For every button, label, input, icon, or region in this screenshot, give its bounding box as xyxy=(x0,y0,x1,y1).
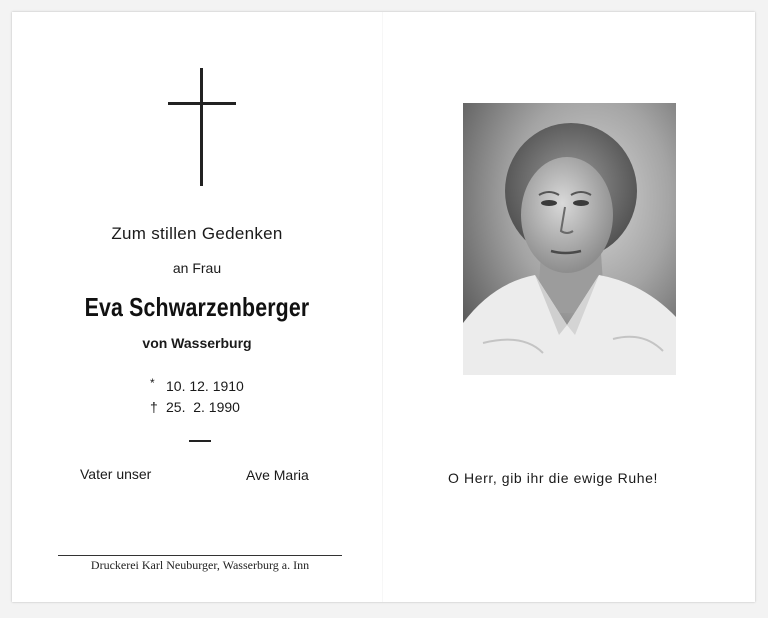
cross-icon xyxy=(168,68,236,188)
address-line: an Frau xyxy=(172,260,222,276)
birth-row xyxy=(150,376,244,397)
blessing-text: O Herr, gib ihr die ewige Ruhe! xyxy=(448,470,659,486)
portrait-photo xyxy=(463,103,676,375)
printer-imprint: Druckerei Karl Neuburger, Wasserburg a. Inn xyxy=(90,558,310,572)
origin-line: von Wasserburg xyxy=(142,335,252,351)
separator-dash xyxy=(189,440,211,442)
deceased-name: Eva Schwarzenberger xyxy=(84,292,310,322)
birth-date: 10. 12. 1910 xyxy=(166,378,244,394)
death-row xyxy=(150,397,244,418)
birth-symbol: * xyxy=(150,376,155,390)
death-symbol: † xyxy=(150,399,158,415)
death-date: 25. 2. 1990 xyxy=(166,399,240,415)
prayer-vater-unser: Vater unser xyxy=(80,466,152,482)
card-fold xyxy=(382,12,383,602)
memorial-card xyxy=(12,12,755,602)
memorial-title: Zum stillen Gedenken xyxy=(111,224,283,243)
prayer-ave-maria: Ave Maria xyxy=(246,467,309,483)
printer-rule xyxy=(58,555,342,556)
life-dates xyxy=(150,376,244,418)
